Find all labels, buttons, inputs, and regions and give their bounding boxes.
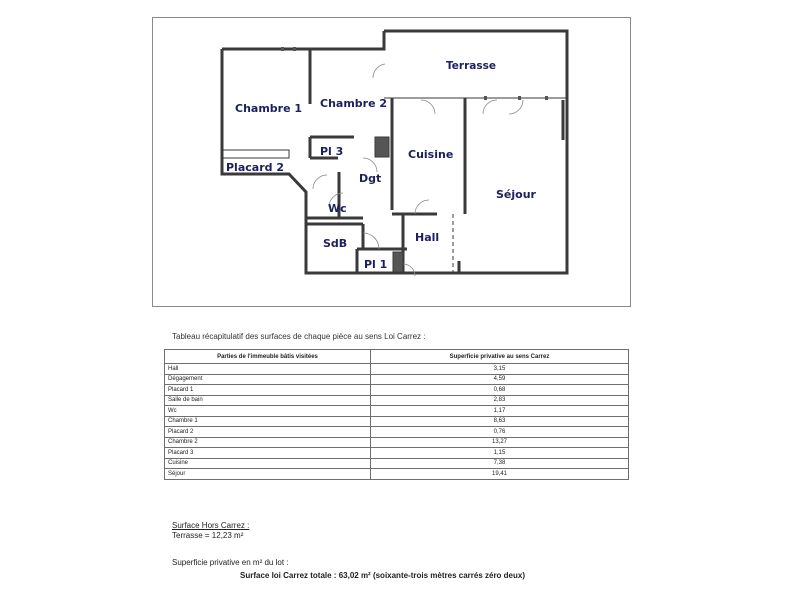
floor-plan-frame	[152, 17, 631, 307]
hors-carrez-line: Terrasse = 12,23 m²	[172, 531, 244, 540]
room-label-hall: Hall	[415, 231, 440, 244]
row-name: Wc	[165, 406, 371, 417]
room-label-terrasse: Terrasse	[446, 60, 496, 72]
row-value: 1,17	[371, 406, 629, 417]
table-row	[165, 416, 629, 427]
row-name: Cuisine	[165, 458, 371, 469]
table-row	[165, 427, 629, 438]
table-row	[165, 448, 629, 459]
row-name: Placard 1	[165, 385, 371, 396]
table-row	[165, 406, 629, 417]
row-name: Salle de bain	[165, 395, 371, 406]
row-name: Placard 3	[165, 448, 371, 459]
row-value: 0,76	[371, 427, 629, 438]
plan-walls	[222, 31, 567, 273]
plan-door-ticks	[281, 47, 548, 100]
room-label-sdb: SdB	[323, 237, 348, 250]
table-header-row	[165, 350, 629, 364]
table-row	[165, 469, 629, 480]
total-surface-line: Surface loi Carrez totale : 63,02 m² (soixante-trois mètres carrés zéro deux)	[240, 571, 525, 580]
table-caption: Tableau récapitulatif des surfaces de chaque pièce au sens Loi Carrez :	[172, 332, 426, 341]
row-value: 0,68	[371, 385, 629, 396]
row-name: Hall	[165, 364, 371, 375]
room-label-pl3: Pl 3	[320, 145, 344, 158]
table-row	[165, 395, 629, 406]
row-name: Chambre 2	[165, 437, 371, 448]
lot-caption: Superficie privative en m² du lot :	[172, 558, 289, 567]
room-label-sejour: Séjour	[496, 188, 536, 201]
table-row	[165, 458, 629, 469]
header-surface: Superficie privative au sens Carrez	[371, 350, 629, 364]
row-value: 13,27	[371, 437, 629, 448]
room-label-wc: Wc	[328, 202, 347, 215]
row-name: Placard 2	[165, 427, 371, 438]
surface-table	[164, 349, 629, 480]
row-value: 8,63	[371, 416, 629, 427]
hors-carrez-title: Surface Hors Carrez :	[172, 521, 250, 530]
room-label-cuisine: Cuisine	[408, 148, 454, 161]
row-name: Chambre 1	[165, 416, 371, 427]
table-row	[165, 364, 629, 375]
table-row	[165, 374, 629, 385]
table-row	[165, 385, 629, 396]
row-name: Dégagement	[165, 374, 371, 385]
table-row	[165, 437, 629, 448]
room-label-dgt: Dgt	[359, 172, 382, 185]
row-value: 19,41	[371, 469, 629, 480]
row-value: 3,15	[371, 364, 629, 375]
plan-thin-lines	[223, 98, 567, 273]
row-value: 4,59	[371, 374, 629, 385]
row-value: 2,83	[371, 395, 629, 406]
row-value: 1,15	[371, 448, 629, 459]
row-name: Séjour	[165, 469, 371, 480]
header-parts: Parties de l'immeuble bâtis visitées	[165, 350, 371, 364]
room-label-chambre1: Chambre 1	[235, 102, 303, 115]
room-label-pl1: Pl 1	[364, 258, 388, 271]
floor-plan	[153, 18, 632, 308]
room-label-chambre2: Chambre 2	[320, 97, 388, 110]
room-label-placard2: Placard 2	[226, 161, 284, 174]
row-value: 7,38	[371, 458, 629, 469]
